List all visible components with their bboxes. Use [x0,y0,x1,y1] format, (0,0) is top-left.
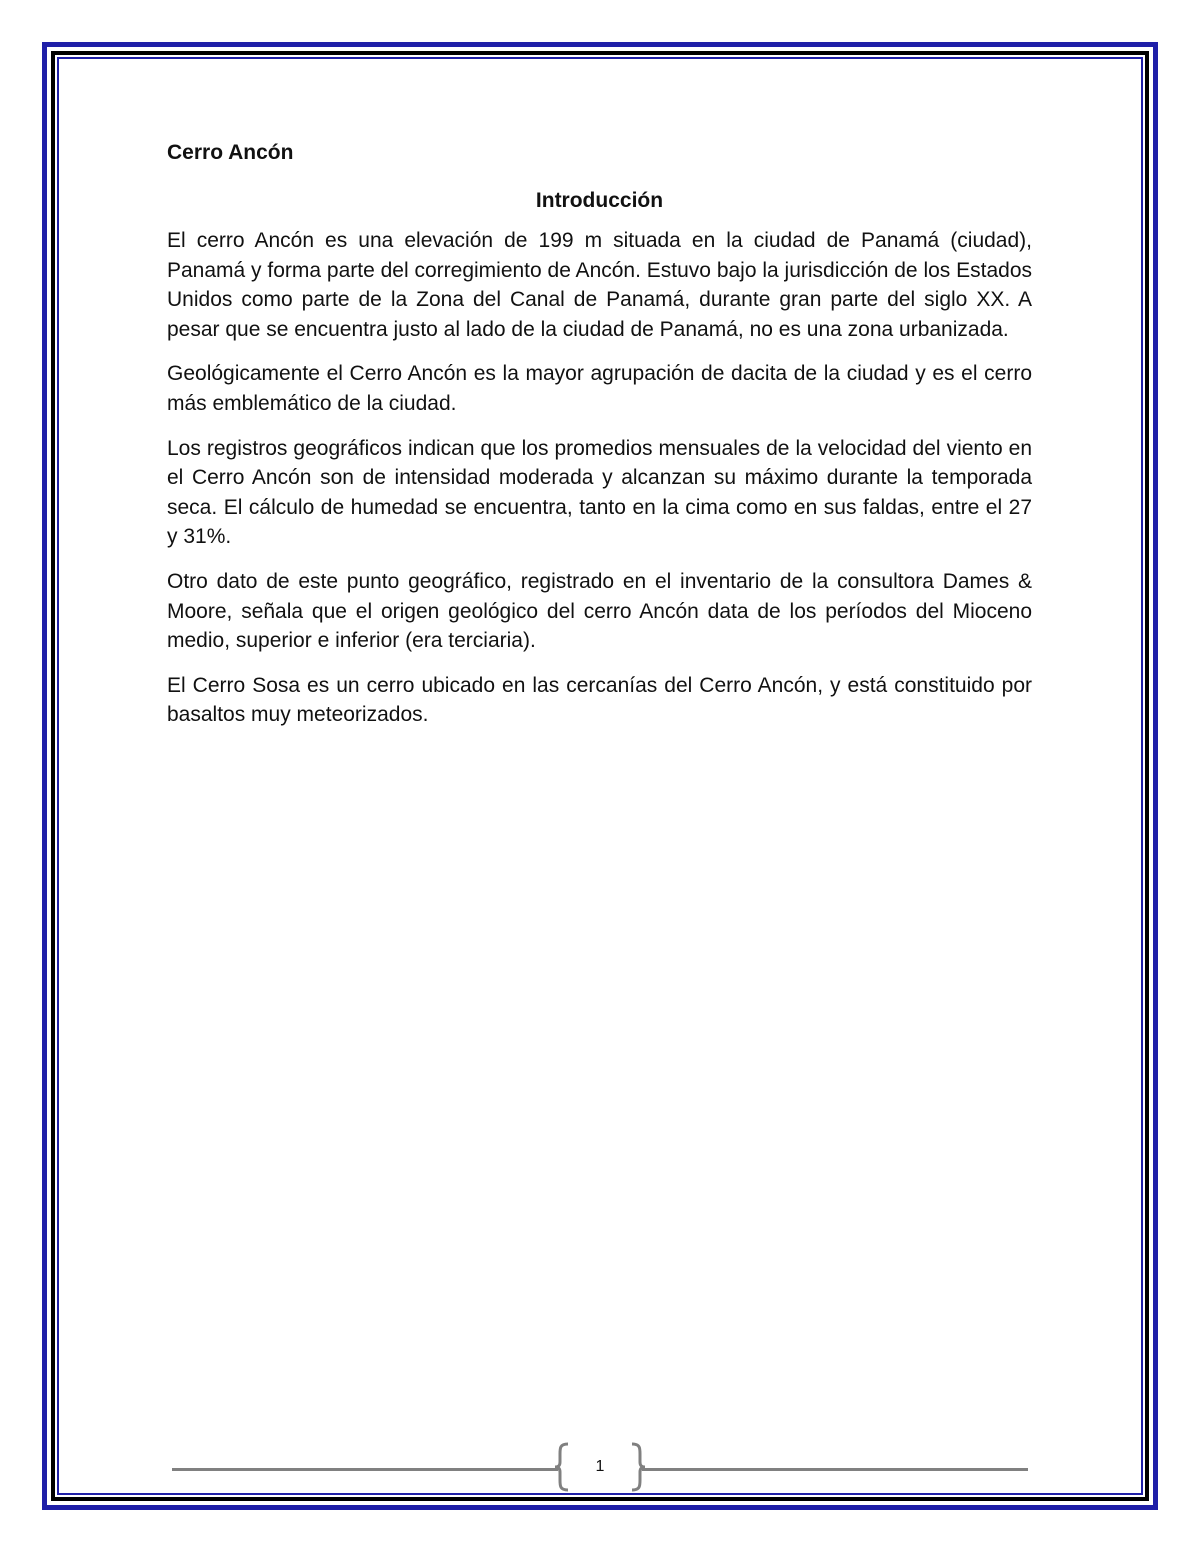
right-brace-icon [628,1442,648,1492]
left-brace-icon [552,1442,572,1492]
footer-rule-left [172,1468,558,1471]
paragraph-3: Los registros geográficos indican que los promedios mensuales de la velocidad del viento en el Cerro Ancón son de intensidad moderada y alcanzan su máximo durante la temporada seca. El cálculo de humedad se encuentra, tanto en la cima como en sus faldas, entre el 27 y 31%. [167,436,1032,549]
paragraph-4: Otro dato de este punto geográfico, registrado en el inventario de la consultora Dames & Moore, señala que el origen geológico del cerro Ancón data de los períodos del Mioceno medio, superior e inferior (era terciaria). [167,569,1032,653]
footer-rule-right [642,1468,1028,1471]
page-footer [172,1440,1028,1500]
page-number: 1 [595,1458,605,1475]
paragraph-2: Geológicamente el Cerro Ancón es la mayor agrupación de dacita de la ciudad y es el cerro más emblemático de la ciudad. [167,362,1032,415]
document-title: Cerro Ancón [167,141,294,164]
section-heading: Introducción [535,189,664,212]
document-body [167,138,1032,745]
paragraph-1: El cerro Ancón es una elevación de 199 m situada en la ciudad de Panamá (ciudad), Panamá y forma parte del corregimiento de Ancón. Estuvo bajo la jurisdicción de los Estados Unidos como parte de la Zona del Canal de Panamá, durante gran parte del siglo XX. A pesar que se encuentra justo al lado de la ciudad de Panamá, no es una zona urbanizada. [167,229,1032,341]
paragraph-5: El Cerro Sosa es un cerro ubicado en las cercanías del Cerro Ancón, y está constituido por basaltos muy meteorizados. [167,673,1032,727]
